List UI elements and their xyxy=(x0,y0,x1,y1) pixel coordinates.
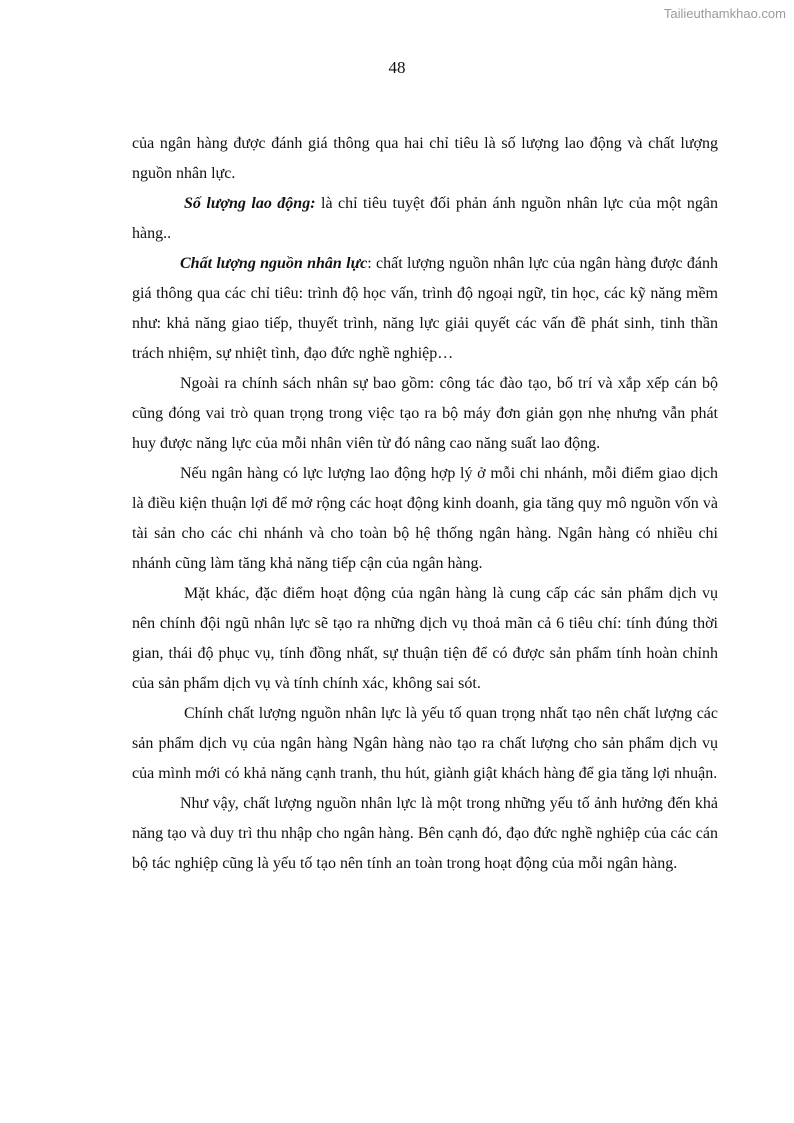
watermark: Tailieuthamkhao.com xyxy=(663,6,786,21)
paragraph-4: Ngoài ra chính sách nhân sự bao gồm: công tác đào tạo, bố trí và xắp xếp cán bộ cũng đóng vai trò quan trọng trong việc tạo ra bộ máy đơn giản gọn nhẹ nhưng vẫn phát huy được năng lực của mỗi nhân viên từ đó nâng cao năng suất lao động. xyxy=(132,375,718,452)
term-chat-luong-nguon-nhan-luc: Chất lượng nguồn nhân lực xyxy=(180,255,368,272)
paragraph-2-text: là chỉ tiêu tuyệt đối phản ánh nguồn nhân lực của một ngân hàng.. xyxy=(132,195,718,242)
paragraph-2 xyxy=(132,189,718,249)
page-number: 48 xyxy=(388,58,406,77)
document-body xyxy=(132,129,718,879)
paragraph-1: của ngân hàng được đánh giá thông qua hai chỉ tiêu là số lượng lao động và chất lượng nguồn nhân lực. xyxy=(132,135,718,182)
paragraph-3 xyxy=(132,249,718,369)
paragraph-7: Chính chất lượng nguồn nhân lực là yếu tố quan trọng nhất tạo nên chất lượng các sản phẩm dịch vụ của ngân hàng Ngân hàng nào tạo ra chất lượng cho sản phẩm dịch vụ của mình mới có khả năng cạnh tranh, thu hút, giành giật khách hàng để gia tăng lợi nhuận. xyxy=(132,705,718,782)
paragraph-6: Mặt khác, đặc điểm hoạt động của ngân hàng là cung cấp các sản phẩm dịch vụ nên chính đội ngũ nhân lực sẽ tạo ra những dịch vụ thoả mãn cả 6 tiêu chí: tính đúng thời gian, thái độ phục vụ, tính đồng nhất, sự thuận tiện để có được sản phẩm tính hoàn chỉnh của sản phẩm dịch vụ và tính chính xác, không sai sót. xyxy=(132,585,718,692)
paragraph-8: Như vậy, chất lượng nguồn nhân lực là một trong những yếu tố ảnh hưởng đến khả năng tạo và duy trì thu nhập cho ngân hàng. Bên cạnh đó, đạo đức nghề nghiệp của các cán bộ tác nghiệp cũng là yếu tố tạo nên tính an toàn trong hoạt động của mỗi ngân hàng. xyxy=(132,795,718,872)
paragraph-3-text: : chất lượng nguồn nhân lực của ngân hàng được đánh giá thông qua các chỉ tiêu: trình độ học vấn, trình độ ngoại ngữ, tin học, các kỹ năng mềm như: khả năng giao tiếp, thuyết trình, năng lực giải quyết các vấn đề phát sinh, tinh thần trách nhiệm, sự nhiệt tình, đạo đức nghề nghiệp… xyxy=(132,255,719,362)
term-so-luong-lao-dong: Số lượng lao động: xyxy=(184,195,316,212)
paragraph-5: Nếu ngân hàng có lực lượng lao động hợp lý ở mỗi chi nhánh, mỗi điểm giao dịch là điều kiện thuận lợi để mở rộng các hoạt động kinh doanh, gia tăng quy mô nguồn vốn và tài sản cho các chi nhánh và cho toàn bộ hệ thống ngân hàng. Ngân hàng có nhiều chi nhánh cũng làm tăng khả năng tiếp cận của ngân hàng. xyxy=(132,465,718,572)
